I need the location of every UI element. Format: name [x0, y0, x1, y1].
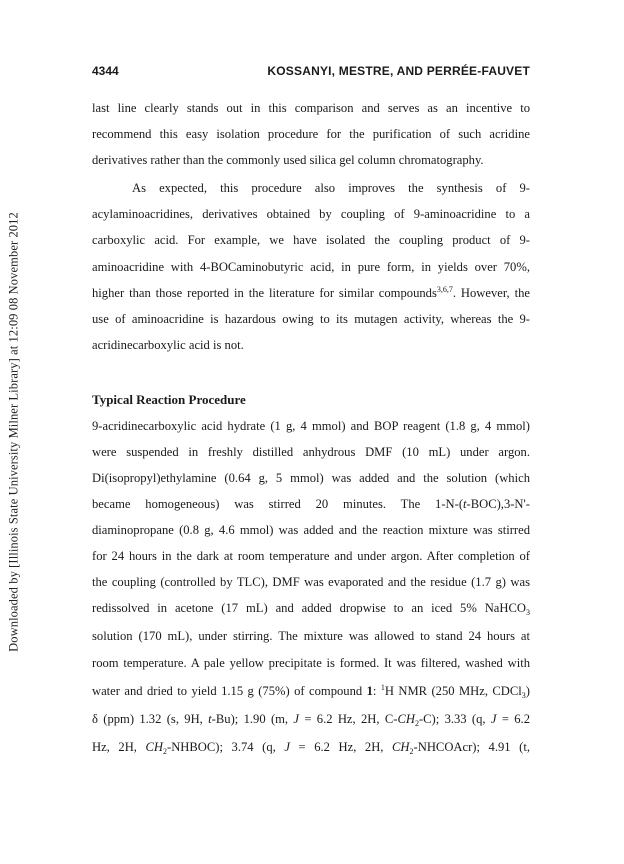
text-fragment: redissolved in acetone (17 mL) and added dropwise to an iced 5% NaHCO [92, 601, 526, 615]
text-line: recommend this easy isolation procedure for the purification of such acridine [92, 127, 530, 141]
page-header [92, 64, 530, 80]
text-fragment: -NHBOC); 3.74 (q, [167, 740, 285, 754]
text-fragment: = 6.2 Hz, 2H, C- [299, 712, 398, 726]
text-line: use of aminoacridine is hazardous owing to its mutagen activity, whereas the 9- [92, 312, 530, 326]
text-line: were suspended in freshly distilled anhydrous DMF (10 mL) under argon. [92, 445, 530, 459]
italic-fragment: t [208, 712, 212, 726]
text-fragment: Hz, 2H, [92, 740, 146, 754]
text-line [92, 600, 530, 616]
text-fragment: : [372, 684, 381, 698]
italic-fragment: J [284, 740, 290, 754]
text-fragment: ) [525, 684, 530, 698]
subscript: 2 [409, 747, 414, 756]
text-line: 9-acridinecarboxylic acid hydrate (1 g, 4 mmol) and BOP reagent (1.8 g, 4 mmol) [92, 419, 530, 433]
text-line [92, 683, 530, 699]
text-line: derivatives rather than the commonly used silica gel column chromatography. [92, 153, 484, 167]
text-line: carboxylic acid. For example, we have isolated the coupling product of 9- [92, 233, 530, 247]
text-fragment: became homogeneous) was stirred 20 minutes. The 1-N-( [92, 497, 464, 511]
italic-fragment: CH [392, 740, 410, 754]
section-title: Typical Reaction Procedure [92, 392, 246, 407]
text-line: acridinecarboxylic acid is not. [92, 338, 244, 352]
text-fragment: water and dried to yield 1.15 g (75%) of compound [92, 684, 367, 698]
italic-fragment: CH [145, 740, 164, 754]
text-line: the coupling (controlled by TLC), DMF was evaporated and the residue (1.7 g) was [92, 575, 530, 589]
subscript: 2 [414, 719, 419, 728]
text-fragment: δ (ppm) 1.32 (s, 9H, [92, 712, 209, 726]
text-fragment: = 6.2 [496, 712, 530, 726]
page-number: 4344 [92, 64, 119, 78]
text-line: solution (170 mL), under stirring. The mixture was allowed to stand 24 hours at [92, 629, 530, 643]
text-line [92, 496, 530, 512]
italic-fragment: J [490, 712, 497, 726]
text-fragment: higher than those reported in the literature for similar compounds [92, 286, 437, 300]
subscript: 3 [526, 608, 530, 617]
text-line: for 24 hours in the dark at room temperature and under argon. After completion of [92, 549, 530, 563]
italic-fragment: J [293, 712, 300, 726]
text-fragment: . However, the [452, 286, 530, 300]
compound-number: 1 [366, 684, 373, 698]
text-fragment: -NHCOAcr); 4.91 (t, [413, 740, 530, 754]
text-line [92, 711, 530, 727]
text-line: Di(isopropyl)ethylamine (0.64 g, 5 mmol) was added and the solution (which [92, 471, 530, 485]
text-line: As expected, this procedure also improves the synthesis of 9- [132, 181, 530, 195]
italic-fragment: CH [397, 712, 415, 726]
text-fragment: = 6.2 Hz, 2H, [289, 740, 393, 754]
running-head-authors: KOSSANYI, MESTRE, AND PERRÉE-FAUVET [267, 64, 530, 78]
subscript: 2 [163, 747, 168, 756]
text-line: room temperature. A pale yellow precipitate is formed. It was filtered, washed with [92, 656, 530, 670]
text-fragment: -C); 3.33 (q, [418, 712, 491, 726]
subscript: 3 [521, 691, 526, 700]
download-watermark-text: Downloaded by [Illinois State University Milner Library] at 12:09 08 November 2012 [6, 212, 21, 652]
download-watermark [0, 0, 28, 864]
text-line: last line clearly stands out in this comparison and serves as an incentive to [92, 101, 530, 115]
citation-superscript: 3,6,7 [436, 285, 453, 294]
text-line: diaminopropane (0.8 g, 4.6 mmol) was added and the reaction mixture was stirred [92, 523, 530, 537]
text-line: acylaminoacridines, derivatives obtained by coupling of 9-aminoacridine to a [92, 207, 530, 221]
text-line [92, 739, 530, 755]
italic-fragment: t [463, 497, 467, 511]
superscript: 1 [380, 683, 385, 692]
text-line: aminoacridine with 4-BOCaminobutyric acid, in pure form, in yields over 70%, [92, 260, 530, 274]
text-fragment: H NMR (250 MHz, CDCl [384, 684, 522, 698]
text-fragment: -BOC),3-N'- [466, 497, 530, 511]
text-line-with-citation [92, 285, 530, 301]
text-fragment: -Bu); 1.90 (m, [211, 712, 294, 726]
